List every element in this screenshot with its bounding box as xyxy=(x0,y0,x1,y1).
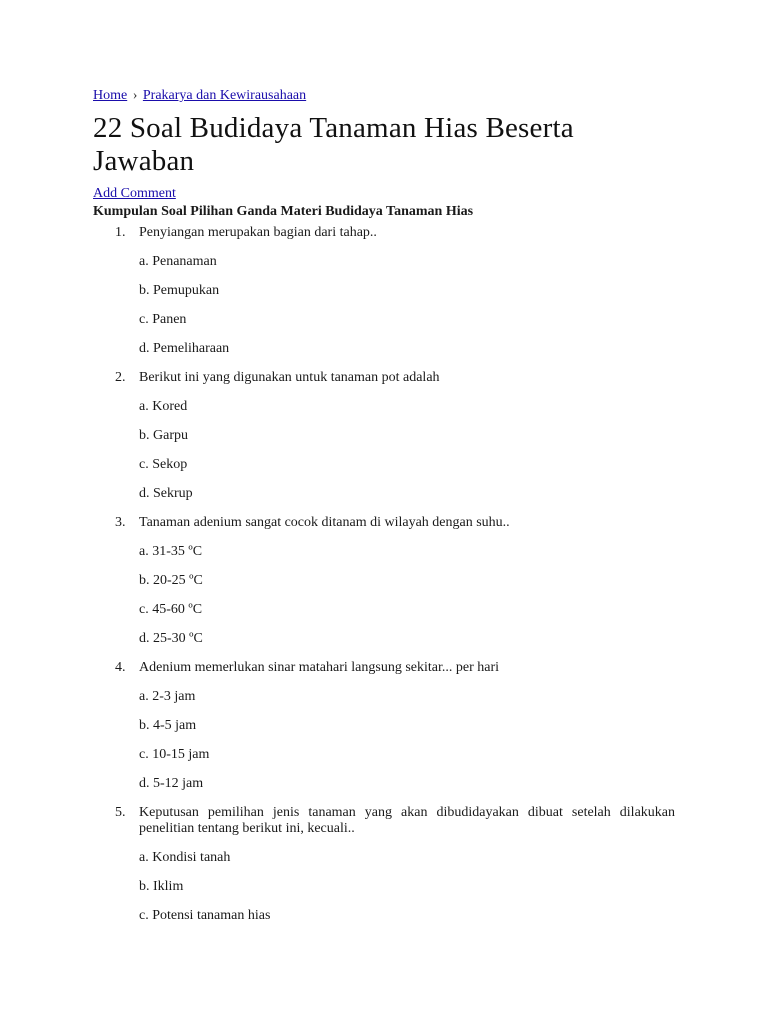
article xyxy=(93,86,675,937)
breadcrumb-category-link[interactable]: Prakarya dan Kewirausahaan xyxy=(142,88,307,103)
add-comment-link[interactable]: Add Comment xyxy=(93,186,176,201)
question-number: 1. xyxy=(115,225,126,240)
question-text: Keputusan pemilihan jenis tanaman yang akan dibudidayakan dibuat setelah dilakukan penelitian tentang berikut ini, kecuali.. xyxy=(139,805,675,836)
answer-option: d. Pemeliharaan xyxy=(139,341,230,356)
breadcrumb-separator: › xyxy=(132,88,138,103)
question-number: 3. xyxy=(115,515,126,530)
breadcrumb xyxy=(93,86,675,106)
question-number: 5. xyxy=(115,805,126,820)
answer-option: b. Iklim xyxy=(139,879,184,894)
answer-option: c. Potensi tanaman hias xyxy=(139,908,271,923)
page-title: 22 Soal Budidaya Tanaman Hias Beserta Jawaban xyxy=(93,112,574,177)
question-text: Adenium memerlukan sinar matahari langsung sekitar... per hari xyxy=(139,660,500,675)
question-number: 2. xyxy=(115,370,126,385)
question-item xyxy=(93,370,675,502)
breadcrumb-home-link[interactable]: Home xyxy=(93,88,128,103)
answer-option: d. 25-30 ºC xyxy=(139,631,203,646)
question-item xyxy=(93,805,675,924)
section-subtitle: Kumpulan Soal Pilihan Ganda Materi Budidaya Tanaman Hias xyxy=(93,204,474,219)
question-text: Berikut ini yang digunakan untuk tanaman pot adalah xyxy=(139,370,440,385)
answer-option: a. Kored xyxy=(139,399,188,414)
answer-option: d. 5-12 jam xyxy=(139,776,204,791)
answer-option: a. Penanaman xyxy=(139,254,217,269)
question-item xyxy=(93,515,675,647)
question-text: Penyiangan merupakan bagian dari tahap.. xyxy=(139,225,377,240)
answer-option: a. Kondisi tanah xyxy=(139,850,231,865)
answer-option: c. 45-60 ºC xyxy=(139,602,203,617)
question-list xyxy=(93,225,675,924)
question-number: 4. xyxy=(115,660,126,675)
answer-option: b. 4-5 jam xyxy=(139,718,197,733)
answer-option: a. 2-3 jam xyxy=(139,689,196,704)
question-text: Tanaman adenium sangat cocok ditanam di wilayah dengan suhu.. xyxy=(139,515,510,530)
answer-option: c. 10-15 jam xyxy=(139,747,210,762)
answer-option: c. Panen xyxy=(139,312,187,327)
answer-option: b. 20-25 ºC xyxy=(139,573,203,588)
answer-option: b. Pemupukan xyxy=(139,283,220,298)
question-item xyxy=(93,225,675,357)
answer-option: a. 31-35 ºC xyxy=(139,544,203,559)
answer-option: c. Sekop xyxy=(139,457,188,472)
answer-option: b. Garpu xyxy=(139,428,188,443)
question-item xyxy=(93,660,675,792)
answer-option: d. Sekrup xyxy=(139,486,193,501)
